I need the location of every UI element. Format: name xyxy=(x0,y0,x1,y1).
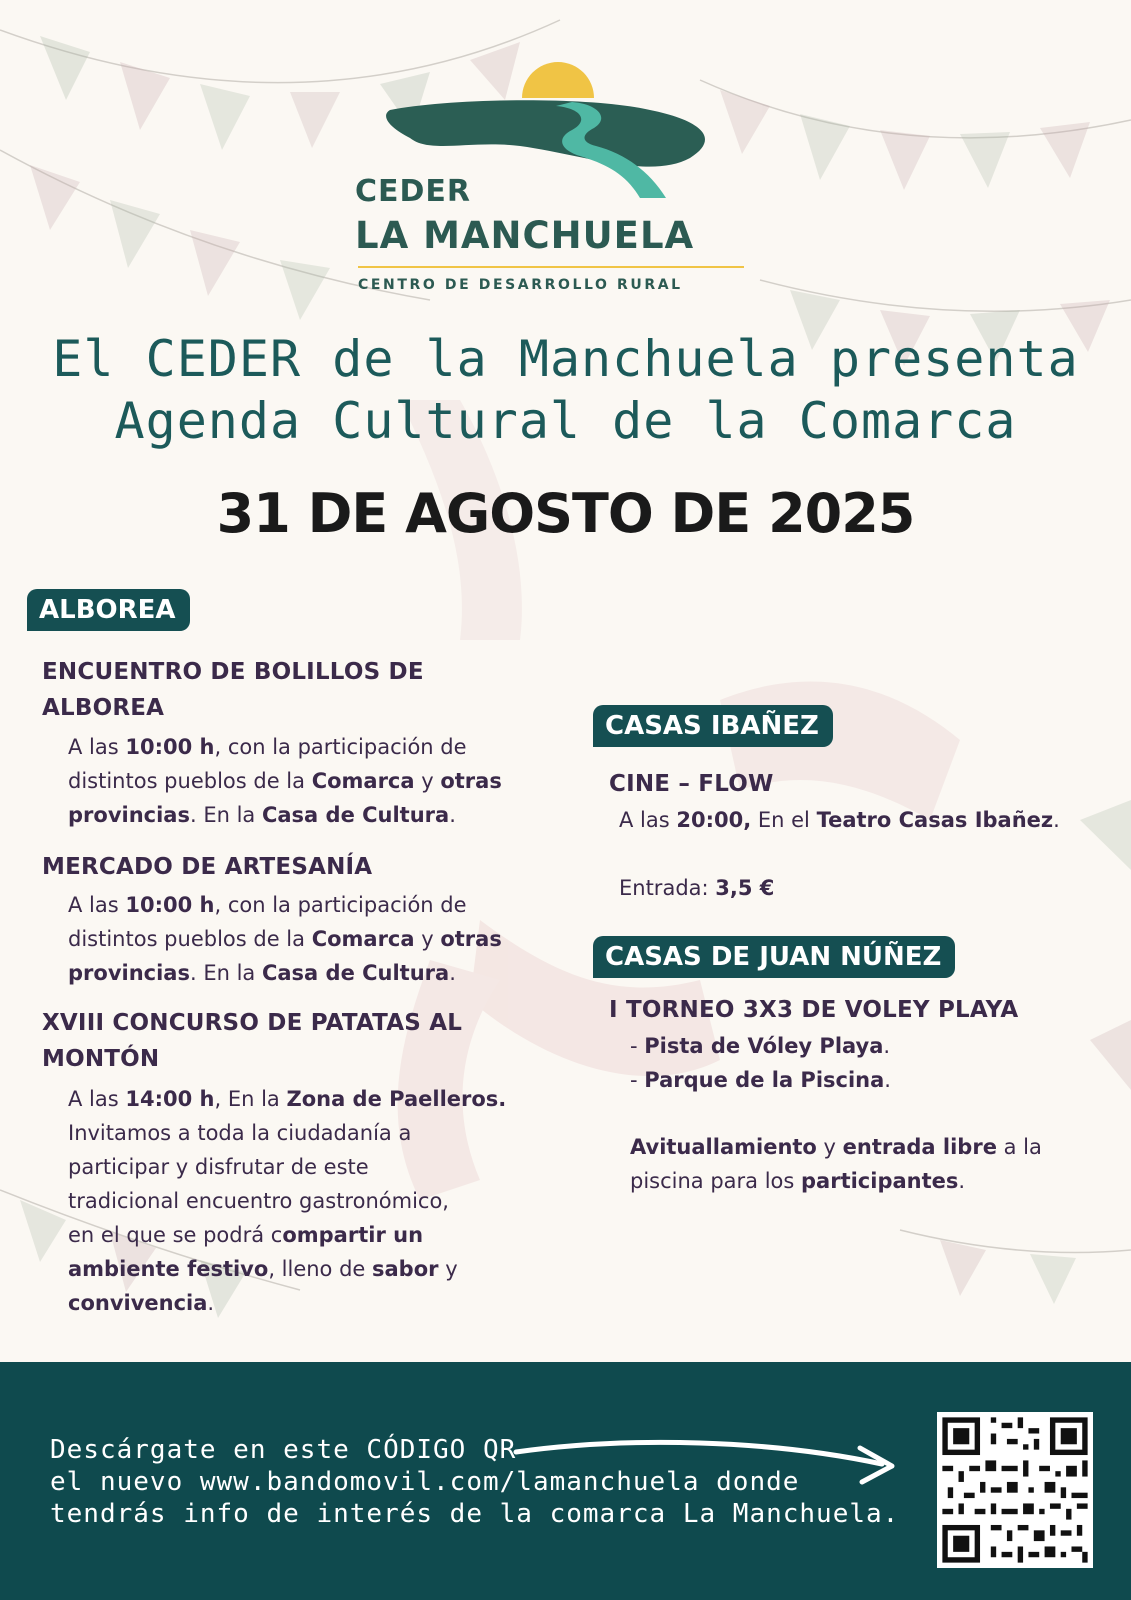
event-body: A las 20:00, En el Teatro Casas Ibañez. xyxy=(619,808,1060,832)
title-line-1: El CEDER de la Manchuela presenta xyxy=(52,330,1079,388)
logo-subtitle: CENTRO DE DESARROLLO RURAL xyxy=(358,277,683,293)
logo-name-text: LA MANCHUELA xyxy=(355,214,695,257)
section-tag-casas-ibanez: CASAS IBAÑEZ xyxy=(593,705,833,747)
event-body: - Pista de Vóley Playa. - Parque de la Piscina. xyxy=(630,1034,891,1092)
title-line-2: Agenda Cultural de la Comarca xyxy=(114,392,1017,450)
logo-divider xyxy=(358,266,744,268)
section-tag-alborea: ALBOREA xyxy=(27,589,190,631)
event-title: I TORNEO 3X3 DE VOLEY PLAYA xyxy=(609,997,1019,1023)
qr-code[interactable] xyxy=(937,1412,1093,1568)
event-date: 31 DE AGOSTO DE 2025 xyxy=(216,482,915,545)
landscape-shape xyxy=(386,100,705,166)
entry-price: Entrada: 3,5 € xyxy=(619,876,775,900)
event-title: XVIII CONCURSO DE PATATAS AL MONTÓN xyxy=(42,1010,463,1072)
event-body: Avituallamiento y entrada libre a la piscina para los participantes. xyxy=(630,1135,1042,1193)
event-body: A las 10:00 h, con la participación de distintos pueblos de la Comarca y otras provincias. En la Casa de Cultura. xyxy=(68,893,502,985)
event-title: ENCUENTRO DE BOLILLOS DE ALBOREA xyxy=(42,659,424,721)
arrow-icon xyxy=(510,1428,910,1488)
logo-ceder-text: CEDER xyxy=(355,174,472,209)
event-body: A las 10:00 h, con la participación de distintos pueblos de la Comarca y otras provincias. En la Casa de Cultura. xyxy=(68,735,502,827)
sun-icon xyxy=(522,62,594,98)
footer-text: Descárgate en este CÓDIGO QR el nuevo www.bandomovil.com/lamanchuela donde tendrás info de interés de la comarca La Manchuela. xyxy=(50,1435,900,1529)
event-title: CINE – FLOW xyxy=(609,771,774,797)
event-title: MERCADO DE ARTESANÍA xyxy=(42,854,373,880)
event-body: A las 14:00 h, En la Zona de Paelleros. Invitamos a toda la ciudadanía a participar y disfrutar de este tradicional encuentro gastronómico, en el que se podrá compartir un ambiente festivo, lleno de sabor y convivencia. xyxy=(68,1087,507,1315)
section-tag-casas-juan-nunez: CASAS DE JUAN NÚÑEZ xyxy=(593,936,955,978)
